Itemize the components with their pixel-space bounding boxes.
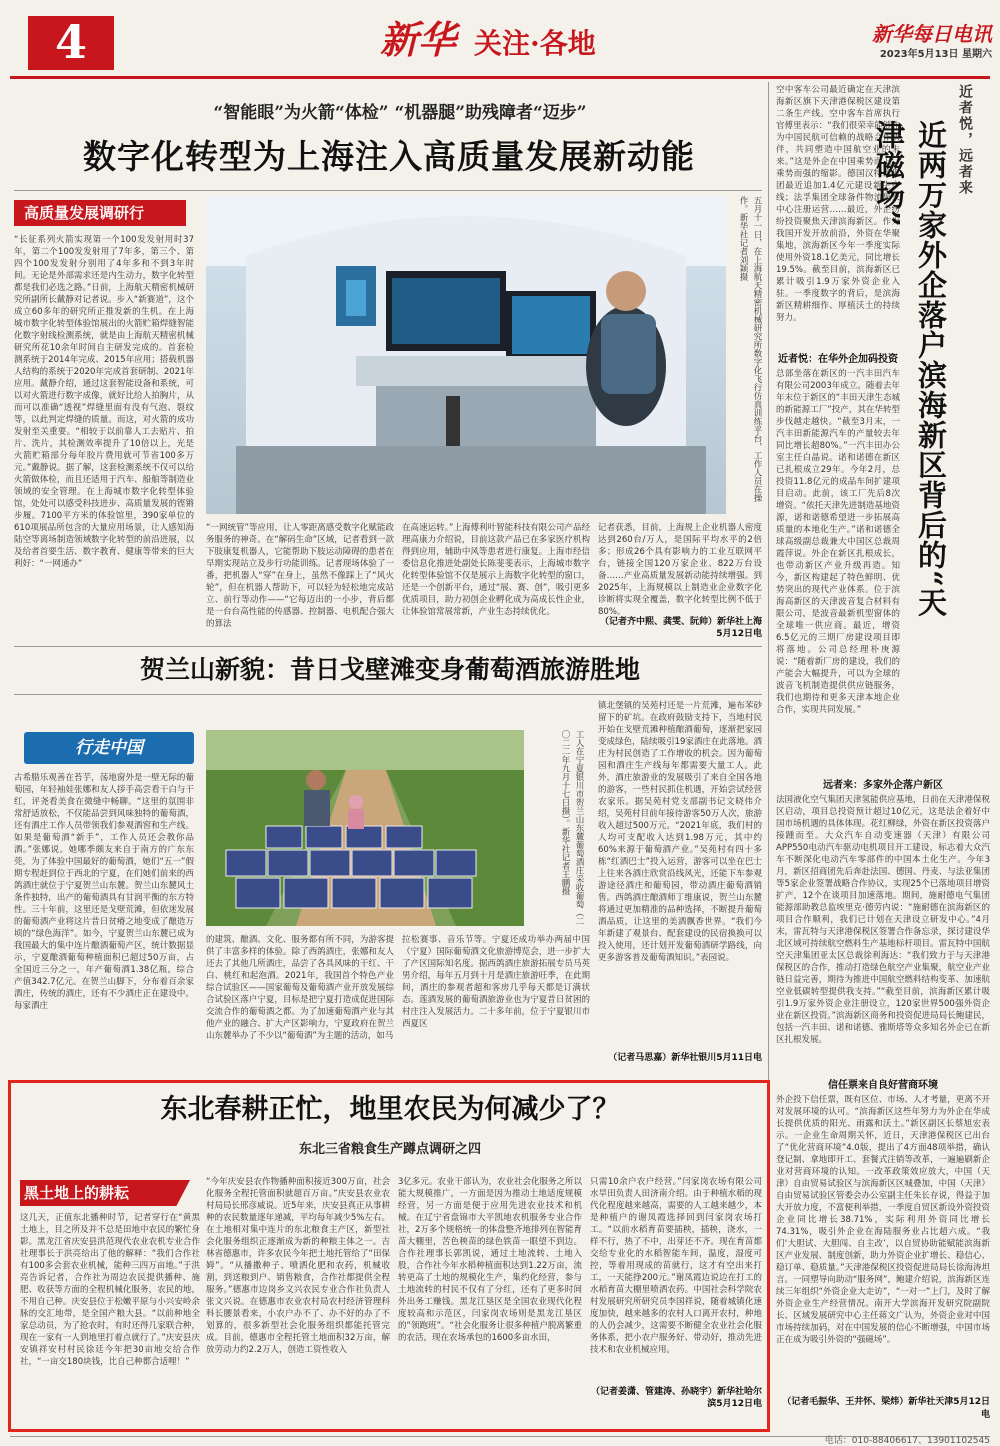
article2-col1: 古希腊乐观善在苔芋，荡地窗外是一壁无际的葡萄园，年轻袖娃张娜和友人拶手高尝看干白与干红，评尧看美食在微缝中畅聊。“这里的氛围非常舒适放松，不仅能品尝到风味独特的葡萄酒，还有酒庄工作人员带领我们参观酒窖和生产线。如果是葡萄酒“新手”，工作人员还会教你品酒。”张娜说。她哪季颇友来自于南方的广东东莞，为了体验中国最好的葡萄酒，她们“五一”假期专程赶到位于西北的宁夏，在们她们前来的西鸽酒庄就位于宁夏贺兰山东麓。贺兰山东麓风土条件独特，出产的葡萄酒具有甘润平衡的东方特性。三十年前，这里还是戈壁荒滩，但依迷发展的葡萄酒产业将这片昔日贫瘠之地变成了酿造万顷的“绿色海洋”。如今，宁夏贺兰山东麓已成为我国最大的集中连片酿酒葡萄产区，统计数据显示，宁夏酿酒葡萄种植面积已超过50万亩，占全国近三分之一，年产葡萄酒1.38亿瓶，综合产值342.7亿元。在贺兰山脚下，分布着百余家酒庄，传统的酒庄，还有不少酒庄正在建设中。每家酒庄 — [14, 773, 194, 1011]
right-col-intro: 空中客车公司最近确定在天津滨海新区旗下天津港保税区建设第二条生产线。空中客车首席执行官傅里表示：“我们很荣幸能够作为中国民航可信赖的战略合作伙伴，共同塑造中国航空业的未来。”这是外企在中国乘势而上、乘势而强的缩影。德国汉特曼集团最近追加1.4亿元建设新生产线；法孚集团全球备件物流集来中心注册运营……最近，外企纷纷投资聚焦天津滨海新区。作为我国开发开放前沿，外资在华聚集地，滨海新区今年一季度实际使用外资18.1亿美元，同比增长19.5%。截至目前，滨海新区已累计吸引1.9万家外资企业入驻。一季度数字的背后，是滨海新区精耕细作、厚植沃土的持续努力。 — [776, 85, 900, 323]
article1-bottom-rule — [14, 646, 762, 647]
footer-info: 电话：010-88406617、13901102545 — [824, 1436, 990, 1446]
article3-col2: “今年庆安县农作物播种面积接近300万亩，社会化服务全程托管面积就超百万亩。”庆安县农业农村局局长邢彦威说。近5年来，庆安县真正从事耕种的农民数量逐年递减，平均每年减少5%左右。在土地相对集中连片的东北粮食主产区，新型社会化服务组织正逐渐成为新的种粮主体之一。吉林省德惠市，许多农民今年把土地托管给了“田保姆”。“从播撒种子、喷洒化肥和农药，机械收割，到送粮到户、销售粮食，合作社都提供全程服务。”德惠市边岗乡文兴农民专业合作社负责人张文兴说。在德惠市农业农村局农村经济管理科科长腰景看来，小农户办不了、办不好的办了不划算的，很多新型社会化服务组织都能托管完成。目前，德惠市全程托管土地面积32万亩，解放劳动力约2.2万人，创造工资性收入 — [206, 1177, 390, 1355]
article3-col3: 3亿多元。农业干部认为，农业社会化服务之所以能大规模推广，一方面是因为推动土地适度规模经营，另一方面是便于应用先进农业技术和机械。在辽宁省盘锦市大平凯地农机服务专业合作社，2万多个规格统一的体盘整齐地排列在智能育苗大棚里，苦色秧苗的绿色铁苗一眼望不到边。合作社理事长郭凯说，通过土地流转、土地入股，合作社今年水稻种植面积达到1.22万亩，流转更高了土地的规模化生产，集约化经营，参与土地流转的村民不仅有了分红，还有了更多时间外出务工赚钱。黑龙江垦区是全国农业现代化程度较高和示范区，闫家岗农场则是黑龙江垦区的“领跑班”。“社会化服务让很多种植户脱离繁重的农活，现在农场承包的1600多亩水田， — [398, 1177, 582, 1343]
right-col-credit: （记者毛振华、王井怀、梁炜）新华社天津5月12日电 — [782, 1397, 990, 1420]
vineyard-photo-illustration — [206, 730, 524, 926]
right-col-subhead-3: 信任票来自良好营商环境 — [828, 1080, 938, 1091]
article2-column-tag: 行走中国 — [75, 738, 143, 758]
masthead — [0, 0, 1000, 78]
article1-column-tag: 高质量发展调研行 — [14, 200, 186, 226]
article1-col3: 在高速运转。”上海傅利叶智能科技有限公司产品经理高康力介绍说，目前这款产品已在多家医疗机构得到应用，辅助中风等患者进行康复。上海市经信委信息化推进处副处长陈斐斐表示，上海城市数字化转型体验馆不仅是展示上海数字化转型的窗口，还是一个创新平台，通过“展、赛、创”，吸引更多优质项目，助力初创企业孵化成为高成长性企业，让体验馆常展常新，产业生态持续优化。 — [402, 523, 590, 617]
article1-photo — [206, 196, 726, 514]
simulator-photo-illustration — [206, 196, 726, 514]
article2-photo — [206, 730, 524, 926]
article2-photo-caption: 工人在宁夏银川市贺兰山东麓葡萄酒庄采收葡萄（二〇二二年九月十七日摄）。新华社记者王鹏摄 — [560, 730, 584, 926]
article1-col1: “长征系列火箭实现第一个100发发射用时37年，第二个100发发射用了7年多，第三个、第四个100发发射分别用了4年多和不到3年时间。无论是外部需求还是内生动力，数字化转型都是我们必选之路。”日前，上海航天精密机械研究所副所长戴静对记者说。步入“新赛道”，这个成立60多年的研究所正推发新的生机。在上海城市数字化转型体验馆展出的火箭贮箱焊缝智能化数字射线检测系统，就是由上海航天精密机械研究所花10余年时间自主研发完成的。首套检测系统于2014年完成、2015年应用；搭载机器人结构的系统于2020年完成首套研制、2021年应用。戴静介绍，通过这套智能设备和系统，可以对火箭进行数字成像，就好比给人拍胸片，从而可以准确“透视”焊缝里面有没有气泡、裂纹等，以此判定焊缝的质量。而这，对火箭的成功发射至关重要。“相较于以前靠人工去贴片、拍片、洗片，其检测效率提升了10倍以上，光是火箭贮箱部分每年胶片费用就可节省100多万元。”戴静说。据了解，这套检测系统不仅可以给火箭做体检，而且还适用于汽车、船舶等制造业领域的安全管理。在上海城市数字化转型体验馆，处处可以感受科技进步、高质量发展的铿锵步履。7100平方米的体验馆里，390家单位的610项展品所包含的大量应用场景，让人感知海陆空等离场制造领域数字化转型的前沿进展，以及给者首要生活、数字教育、健康等带来的巨大利好：“一网通办” — [14, 235, 194, 569]
right-col-subhead-1: 近者悦：在华外企加码投资 — [778, 354, 898, 365]
article2-col4: 镇北堡镇的吴苑村还是一片荒滩，遍布苯砂留下的矿坑。在政府鼓励支持下，当地村民开始在戈壁荒滩种植酿酒葡萄，逐渐把家园变成绿色，陆续吸引19家酒庄在此落地。酒庄为村民创造了工作增收的机会。因为葡萄园和酒庄生产线每年都需要大量工人。此外，酒庄旅游业的发展吸引了来自全国各地的游客，一些村民抓住机遇，开始尝试经营农家乐。据吴苑村党支部副书记文晓伟介绍，吴苑村目前年接待游客50万人次，旅游收入超过500万元。“2021年底，我们村的人均可支配收入达到1.98万元，其中约60%来源于葡萄酒产业。”吴苑村有四十多栋“红酒巴士”投入运营，游客可以坐在巴士上往来各酒庄欣赏沿线风光，还能下车参观游途径酒庄和葡萄园，带动酒庄葡萄酒销售。西鸽酒庄酿酒师丁维康说，贺兰山东麓将通过更加精准的品种选择，不断提升葡萄酒品质，让这里的美酒飘香世界。“我们今年新建了观景台、配套建设的民宿换换可以投入使用，还计划开发葡萄酒研学路线，向更多游客普及葡萄酒知识。”表园说。 — [598, 701, 762, 963]
article1-col4: 记者获悉，目前，上海规上企业机器人密度达到260台/万人，是国际平均水平的2倍多；形成26个具有影响力的工业互联网平台，链接全国120万家企业、822万台设备……产业高质量发展新动能持续增强。到2025年，上海规模以上制造业企业数字化诊断将实现全覆盖，数字化转型比例不低于80%。 — [598, 523, 762, 617]
right-col-body-4: 外企投下信任票，既有区位、市场、人才考量，更离不开对发展环境的认可。“滨海新区这些年努力为外企在华成长提供优质的阳光、雨露和沃土。”新区副区长蔡旭宏表示。一企业生命周期关怀，近日，天津港保税区已出台了“优化营商环境”4.0版，提出了4方面48项举措，确认登记制、拿地即开工、套餐式注销等改革，一遍遍刷新企业对营商环境的认知。一改革政策效应放大，中国（天津）自由贸易试验区与滨海新区区城叠加，中国（天津）自由贸易试验区管委会办公室副主任朱长存说，得益于加大开放力度，不富便利举措，一季度自贸区新设外资投资企业同比增长38.71%，实际利用外资同比增长74.31%，吸引外企业在海陆服务业占比超六成。“我们‘大胆试、大胆闯、自主改’，以自贸协助能赋能滨海新区产业发展、制度创新，助力外资企业扩增长、稳信心、稳订单、稳质量。”天津港保税区投资促进局局长徐海涛坦言。一同塑导向助动“服务网”，鲍建介绍说，滨海新区连续三年组织“外资企业大走访”，“一对一”上门，及时了解外资企业生产经营情况。南开大学滨海开发研究院副院长、区域发展研究中心主任蒋文广认为，外资企业对中国市场持续加码，对在中国发展的信心不断增强，中国市场正在成为吸引外资的“强磁场”。 — [776, 1095, 990, 1345]
page-number: 4 — [54, 15, 87, 69]
right-col-subhead-2: 远者来：多家外企落户新区 — [823, 780, 943, 791]
article3-col4: 只需10余户农户经营。”闫家岗农场有限公司水旱田负责人田济南介绍。由于种植水稻的现代化程度越来越高，需要的人工越来越少，本是种植户的谢凤霞选择回到闫家岗农场打工。“以前水稻育苗要插秧，插秧，浇水，一样不行，热了不中，出芽还不齐。现在育苗都交给专业化的水稻智能车间，温度，湿度可控，等着用现成的苗就行，这才有空出来打工，一天能挣200元。”谢凤霞边说边在打工的水稻育苗大棚里喷洒农药。中国社会科学院农村发展研究所研究员李国祥说，随着城镇化速度加快，越来越多的农村人口离开农村，种地的人仍会减少，这需要不断健全农业社会化服务体系，把小农户服务好、带动好，推动先进技术和农业机械应用。 — [590, 1177, 762, 1355]
article1-credit: （记者齐中熙、龚雯、阮帅）新华社上海5月12日电 — [599, 617, 762, 639]
article3-subtitle: 东北三省粮食生产蹲点调研之四 — [298, 1142, 481, 1157]
masthead-rule — [10, 76, 990, 79]
article1-rule — [14, 190, 762, 191]
article2-col3: 拉松赛事、音乐节等。宁夏还成功举办两届中国（宁夏）国际葡萄酒文化旅游博览会，进一步扩大了产区国际知名度。据西鸽酒庄旅游拓展专员马英男介绍，每年五月到十月是酒庄旅游旺季，在此期间，酒庄的参观者超和客房几乎每天都是订满状态。莲酒发展的葡萄酒旅游业也为宁夏昔日贫困的村庄注入发展活力。二十多年前，位于宁夏银川市西夏区 — [402, 935, 590, 1029]
article3-column-tag: 黑土地上的耕耘 — [24, 1184, 130, 1202]
article2-credit: （记者马思嘉）新华社银川5月11日电 — [608, 1053, 762, 1063]
right-brand: 新华每日电讯 — [872, 22, 992, 46]
right-col-body-3: 法国液化空气集团天津氢能供应基地，日前在天津港保税区启动，项目总投资预计超过10亿元，这是法企着好中国市场机遇的具体体现。花红柳绿，外资在新区投资落户接踵而至。大众汽车自动变速器（天津）有限公司APP550电动汽车驱动电机项目开工建设，标志着大众汽车不断深化电动汽车零部件的中国本土化生产。今年3月，新区招商团先后奔赴法国、德国、丹麦、与法亚集团等5家企业签署战略合作协议，实现25个已落地项目增资扩产，12个在谈项目加速落地。期间，施耐德电气集团能源部助教总监埃里克·德劳内说：“施耐德在滨海新区的项目合作顺利，我们已计划在天津设立研发中心。”4月末，雷瓦特与天津港保税区签署合作备忘录，探讨建设华北区域可持续航空燃料生产基地标杆项目。雷瓦特中国航空天津集团亚太区总裁徐利海达：“我们致力于与天津港保税区的合作，推动打造绿色航空产业集聚，航空业产业链日益完善，期待为推进中国航空燃料结构变革、加速航空业低碳转型提供我支持。”“截至目前，滨海新区累计吸引1.9万家外资企业注册设立，120家世界500强外资企业在新区投资。”滨海新区商务和投资促进局局长鲍建民，包括一汽丰田、诺和诺德、雅斯塔等众多知名外企已在新区扎根发展。 — [776, 795, 990, 1045]
article2-rule — [14, 694, 762, 695]
section-title: 关注·各地 — [474, 27, 596, 60]
article2-col2: 的建筑、酿酒、文化、服务都有所不同，为游客提供了丰富多样的体验。除了西鸽酒庄，张娜和友人还去了其他几所酒庄，品尝了各具风味的干红、干白、桃红和起泡酒。2021年，我国首个特色产业综合试验区——国家葡萄及葡萄酒产业开放发展综合试验区落户宁夏，目标是把宁夏打造成促进国际交流合作的葡萄酒之都。为了加速葡萄酒产业与其他产业的融合、扩大产区影响力，宁夏政府在贺兰山东麓举办了不少以“葡萄酒”为主题的活动，如马 — [206, 935, 394, 1041]
brand-logo: 新华 — [380, 17, 457, 62]
article3-headline: 东北春耕正忙，地里农民为何减少了？ — [160, 1094, 620, 1125]
article3-credit: （记者姜潇、管建涛、孙晓宇）新华社哈尔滨5月12日电 — [590, 1387, 762, 1409]
article2-headline: 贺兰山新貌：昔日戈壁滩变身葡萄酒旅游胜地 — [139, 655, 640, 684]
article1-col2: “一网统管”等应用，让人零距离感受数字化赋能政务服务的神奇。在“解码生命”区域，记者看到一款下肢康复机器人，它能帮助下肢运动障碍的患者在早期实现站立及步行功能训练。记者现场体验了一番，把机器人“穿”在身上，虽然不像踩上了“风火轮”，但在机器人帮助下，可以轻为轻松地完成站立、前行等动作——“它每迈出的一小步，背后都是一台台高性能的传感器、控制器、电机配合强大的算法 — [206, 523, 394, 629]
article3-col1: 这几天，正值东北播种时节，记者穿行在“黄黑土地上，目之所及并不总是田地中农民的繁忙身影。黑龙江省庆安县洪范现代农业农机专业合作社理事长于洪亮给出了他的解释：“我们合作社有100多会套农业机械，能种三四万亩地。”于洪亮告诉记者，合作社为周边农民提供播种、施肥、收获等方面的全程机械化服务，农民的地，不用自己种。庆安县位于松嫩平原与小兴安岭余脉的交汇地带，是全国产粮大县。“以前种地全家总动员，为了抢农时，有时还得几家联合种，现在一家有一人到地里打着点就行了。”庆安县庆安镇祥安村村民徐廷今年把30亩地交给合作社，“一亩交180块钱，比自己种都合适哩！” — [20, 1213, 200, 1367]
right-col-body-2: 总部坐落在新区的一汽丰田汽车有限公司2003年成立。随着去年年末位于新区的“丰田天津生态城的新能源工厂”投产，其在华转型步伐越走越快。“截至3月末，一汽丰田新能源汽车的产量较去年同比增长超80%。”一汽丰田办公室主任白晶说。诺和诺德在新区已扎根成立29年。今年2月，总投资11.8亿元的成品车间扩建项目启动。此前，该工厂先后8次增资。“依托天津先进制造基地资源，诺和诺德希望进一步拓展高质量的本地化生产。”诺和诺德全球高级副总裁兼大中国区总裁周霞萍说。外企在新区扎根成长，也带动新区产业升级再造。知今，新区构建起了特色鲜明、优势突出的现代产业体系。位于滨海高新区的天津波音复合材料有限公司，是波音最新机型窗体的全球唯一供应商。最近，增资6.5亿元的三期厂房建设项目即将落地。公司总经理朴庚源说：“随着新厂房的建设，我们的产能会大幅提升，可以为全球的波音飞机制造提供供应链服务，我们也期待和更多天津本地企业合作，实现共同发展。” — [776, 369, 900, 715]
right-col-headline: 近两万家外企落户滨海新区背后的“天津磁场” — [872, 120, 948, 618]
right-col-tag: 近者悦，远者来 — [957, 84, 973, 196]
article1-kicker: “智能眼”为火箭“体检” “机器腿”助残障者“迈步” — [213, 103, 587, 123]
article1-headline: 数字化转型为上海注入高质量发展新动能 — [83, 137, 695, 176]
article1-photo-caption: 五月十一日，在上海航天精密机械研究所数字化飞行仿真训练平台，工作人员在操作。新华社记者刘颖摄 — [738, 196, 762, 502]
issue-date: 2023年5月13日 星期六 — [879, 49, 992, 60]
